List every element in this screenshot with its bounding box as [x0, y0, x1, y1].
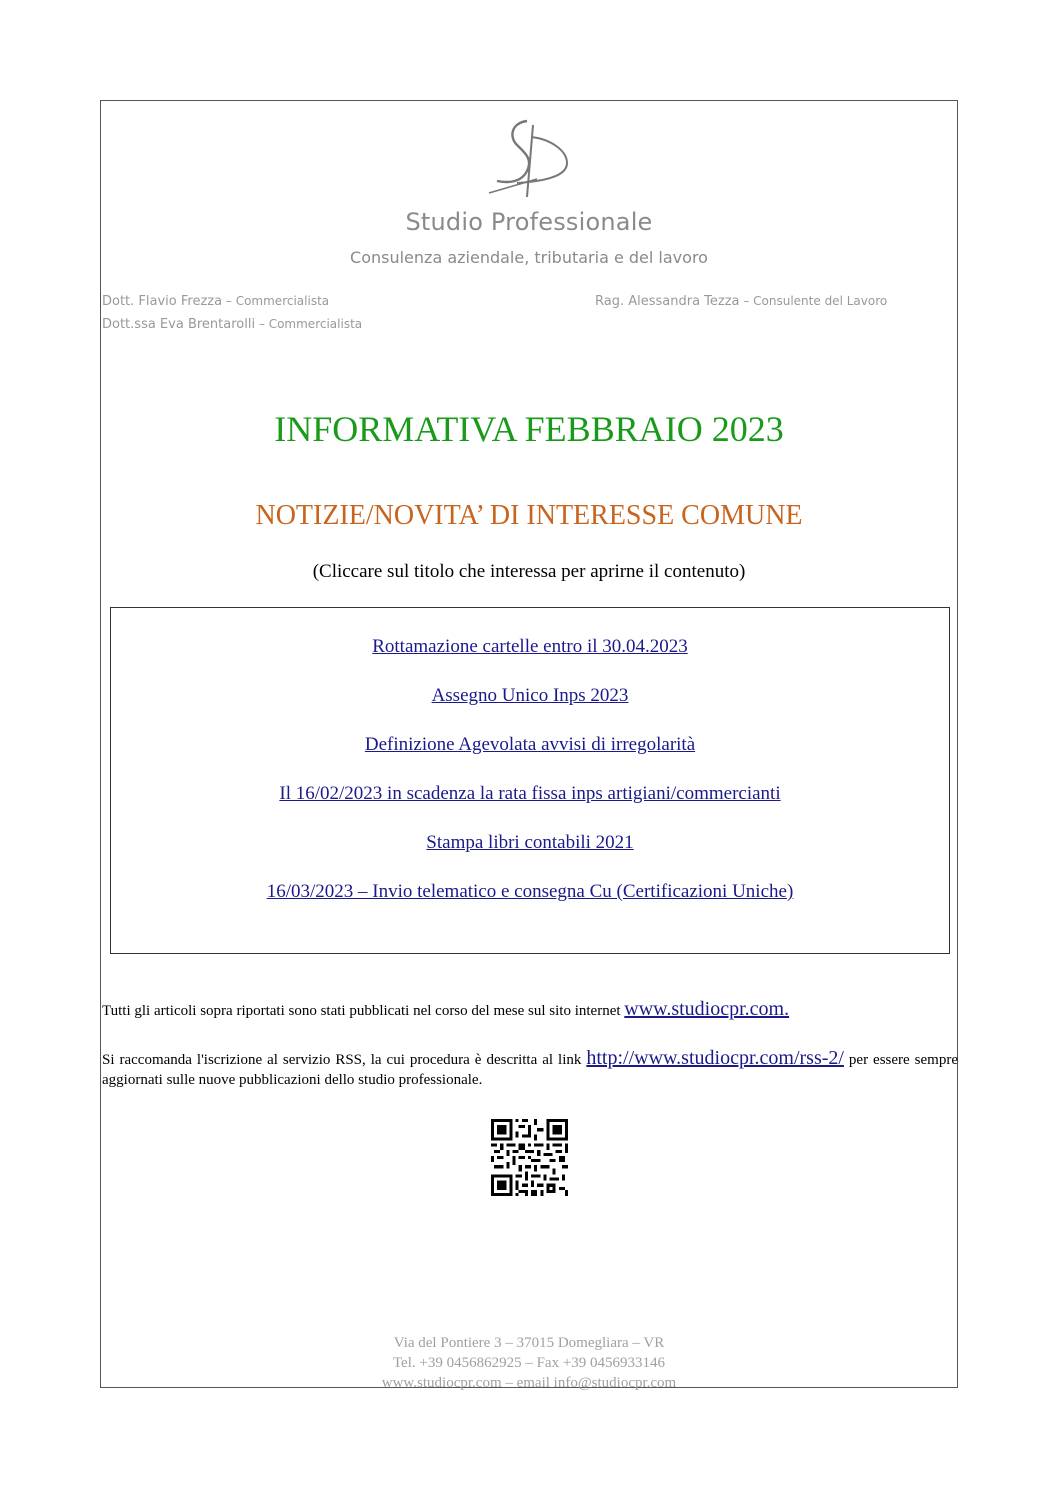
footer-web-email: www.studiocpr.com – email info@studiocpr.com [381, 1375, 677, 1391]
person-frezza [102, 294, 329, 309]
rss-link[interactable]: http://www.studiocpr.com/rss-2/ [586, 1047, 844, 1069]
instructions-text: (Cliccare sul titolo che interessa per aprirne il contenuto) [312, 561, 746, 582]
person-role: – Commercialista [222, 294, 330, 308]
qr-code-icon [491, 1117, 568, 1198]
article-link-definizione-agevolata[interactable]: Definizione Agevolata avvisi di irregolarità [364, 734, 696, 755]
person-name: Dott.ssa Eva Brentarolli [102, 317, 256, 332]
footer-address: Via del Pontiere 3 – 37015 Domegliara – VR [393, 1335, 665, 1351]
article-link-rata-fissa-inps[interactable]: Il 16/02/2023 in scadenza la rata fissa inps artigiani/commercianti [279, 783, 781, 804]
rss-text-before: Si raccomanda l'iscrizione al servizio RSS, la cui procedura è descritta al link [102, 1052, 587, 1068]
person-name: Rag. Alessandra Tezza [595, 294, 740, 309]
person-role: – Consulente del Lavoro [739, 294, 888, 308]
sp-monogram-logo [487, 117, 573, 199]
section-title: NOTIZIE/NOVITA’ DI INTERESSE COMUNE [255, 500, 803, 531]
footer-phone: Tel. +39 0456862925 – Fax +39 0456933146 [392, 1355, 666, 1371]
article-link-invio-cu[interactable]: 16/03/2023 – Invio telematico e consegna Cu (Certificazioni Uniche) [266, 881, 794, 902]
articles-box [110, 607, 950, 954]
person-brentarolli [102, 317, 362, 332]
person-role: – Commercialista [255, 317, 363, 331]
rss-text-after: per essere sempre aggiornati sulle nuove pubblicazioni dello studio professionale. [102, 1052, 958, 1088]
published-text: Tutti gli articoli sopra riportati sono stati pubblicati nel corso del mese sul sito internet [102, 1003, 625, 1019]
site-link[interactable]: www.studiocpr.com. [624, 998, 790, 1020]
rss-paragraph [102, 1048, 958, 1090]
article-link-rottamazione[interactable]: Rottamazione cartelle entro il 30.04.2023 [372, 636, 688, 657]
studio-subtitle: Consulenza aziendale, tributaria e del lavoro [350, 248, 708, 267]
article-link-libri-contabili[interactable]: Stampa libri contabili 2021 [426, 832, 634, 853]
page-title: INFORMATIVA FEBBRAIO 2023 [274, 409, 784, 449]
person-name: Dott. Flavio Frezza [102, 294, 223, 309]
studio-title: Studio Professionale [405, 208, 653, 236]
published-paragraph [102, 999, 958, 1021]
article-link-assegno-unico[interactable]: Assegno Unico Inps 2023 [431, 685, 629, 706]
person-tezza [595, 294, 887, 309]
